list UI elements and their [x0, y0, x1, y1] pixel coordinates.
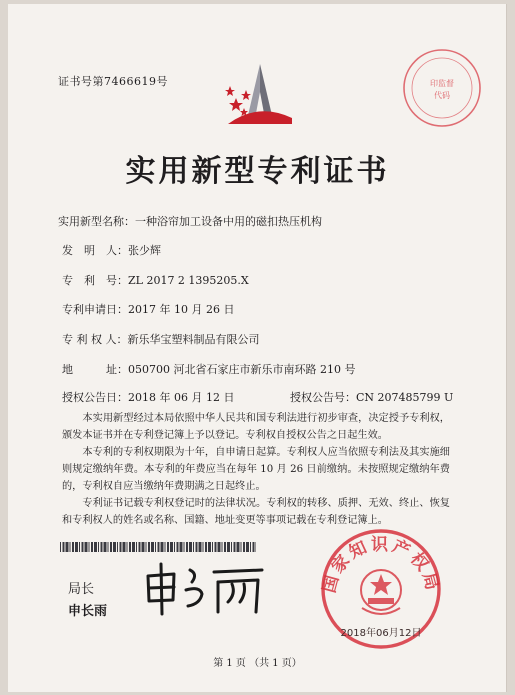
body-paragraph-3: 专利证书记载专利权登记时的法律状况。专利权的转移、质押、无效、终止、恢复和专利权人的姓名或名称、国籍、地址变更等事项记载在专利登记簿上。	[62, 498, 450, 526]
office-seal-icon	[316, 524, 446, 654]
page-footer: 第 1 页 （共 1 页）	[213, 658, 302, 669]
field-value: CN 207485799 U	[356, 391, 454, 404]
field-value: 一种浴帘加工设备中用的磁扣热压机构	[135, 215, 322, 228]
patent-office-emblem-icon	[222, 62, 298, 132]
field-label: 发 明 人：	[62, 244, 128, 257]
director-signature-icon	[140, 560, 272, 618]
field-label: 实用新型名称：	[58, 215, 135, 228]
field-announcement-number	[290, 389, 453, 405]
field-inventor	[62, 242, 161, 258]
field-filing-date	[62, 301, 234, 317]
field-patent-number	[62, 272, 249, 288]
barcode-icon	[60, 542, 256, 552]
field-value: 张少辉	[128, 244, 161, 257]
field-label: 授权公告号：	[290, 391, 356, 404]
field-label: 专利申请日：	[62, 303, 128, 316]
watermark-line1: 印监督	[430, 79, 454, 88]
field-label: 地 址：	[62, 363, 128, 376]
body-paragraph-1: 本实用新型经过本局依照中华人民共和国专利法进行初步审查，决定授予专利权，颁发本证书并在专利登记簿上予以登记。专利权自授权公告之日起生效。	[62, 413, 450, 441]
director-title: 局长	[68, 582, 95, 597]
field-value: 2018 年 06 月 12 日	[128, 391, 235, 404]
field-value: 2017 年 10 月 26 日	[128, 303, 235, 316]
watermark-seal-icon	[400, 46, 484, 130]
field-value: 050700 河北省石家庄市新乐市南环路 210 号	[128, 363, 356, 376]
certificate-title: 实用新型专利证书	[125, 154, 390, 189]
field-label: 专 利 号：	[62, 274, 128, 287]
field-patentee	[62, 331, 260, 347]
field-address	[62, 361, 355, 377]
field-value: ZL 2017 2 1395205.X	[128, 274, 249, 287]
certificate-body	[62, 410, 450, 529]
field-value: 新乐华宝塑料制品有限公司	[127, 333, 260, 346]
body-paragraph-2: 本专利的专利权期限为十年，自申请日起算。专利权人应当依照专利法及其实施细则规定缴纳年费。本专利的年费应当在每年 10 月 26 日前缴纳。未按照规定缴纳年费的，专利权自应当缴纳年费期满之日起终止。	[62, 447, 450, 492]
seal-text: 国家知识产权局	[319, 535, 443, 595]
seal-date: 2018年06月12日	[340, 628, 422, 639]
field-label: 专 利 权 人：	[62, 333, 128, 346]
certificate-number: 证书号第7466619号	[58, 75, 168, 88]
field-label: 授权公告日：	[62, 391, 128, 404]
field-utility-model-name	[58, 213, 322, 229]
field-announcement-date	[62, 389, 234, 405]
director-name: 申长雨	[68, 604, 108, 619]
watermark-line2: 代码	[434, 91, 450, 100]
